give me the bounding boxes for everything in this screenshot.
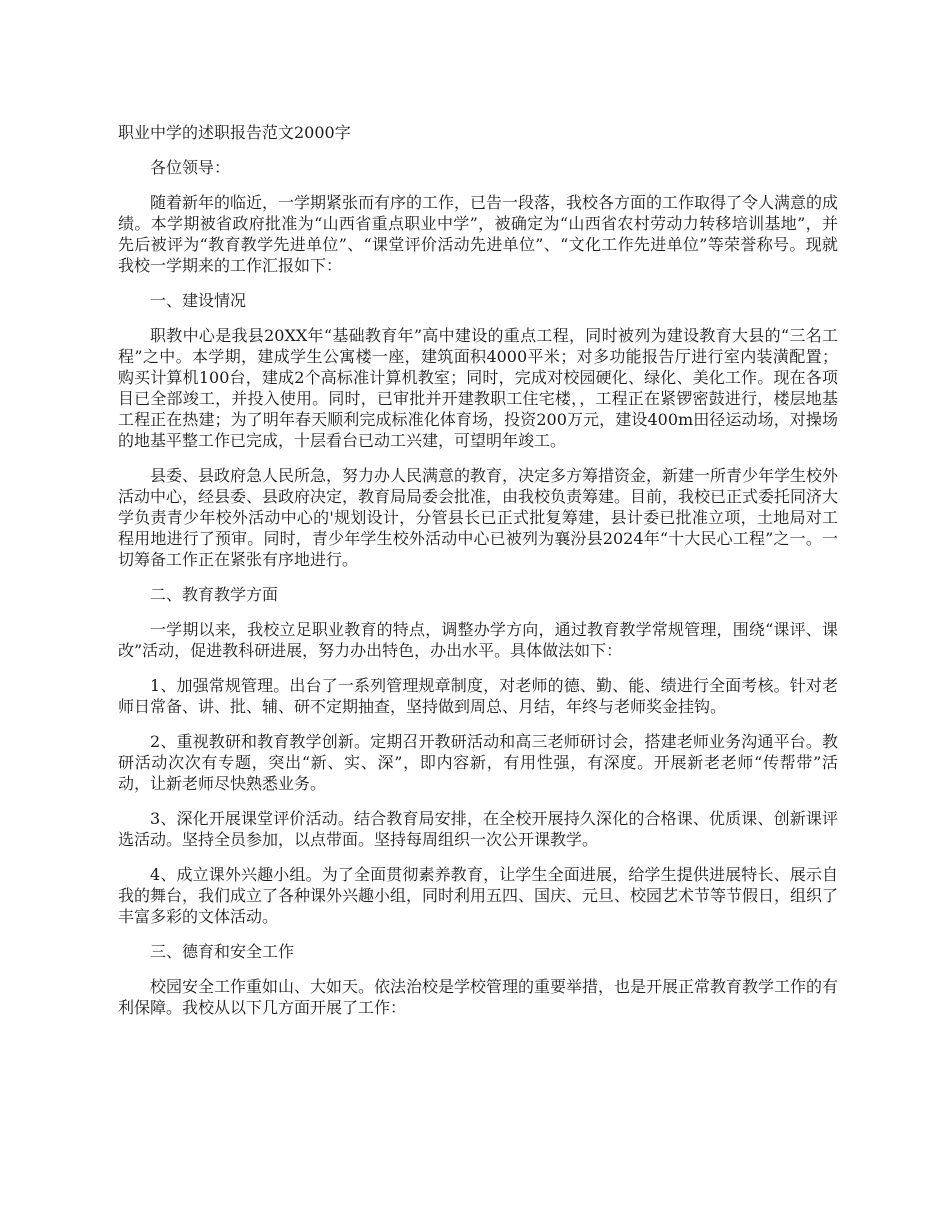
paragraph-item-4: 4、成立课外兴趣小组。为了全面贯彻素养教育，让学生全面进展，给学生提供进展特长、展示自我的舞台，我们成立了各种课外兴趣小组，同时利用五四、国庆、元旦、校园艺术节等节假日，组织了丰富多彩的文体活动。	[118, 865, 839, 926]
paragraph-activity-center: 县委、县政府急人民所急，努力办人民满意的教育，决定多方筹措资金，新建一所青少年学生校外活动中心，经县委、县政府决定，教育局局委会批准，由我校负责筹建。目前，我校已正式委托同济大学负责青少年校外活动中心的'规划设计，分管县长已正式批复筹建，县计委已批准立项，土地局对工程用地进行了预审。同时，青少年学生校外活动中心已被列为襄汾县2024年“十大民心工程”之一。一切筹备工作正在紧张有序地进行。	[118, 466, 839, 569]
greeting: 各位领导：	[150, 158, 231, 177]
paragraph-item-3: 3、深化开展课堂评价活动。结合教育局安排，在全校开展持久深化的合格课、优质课、创新课评选活动。坚持全员参加，以点带面。坚持每周组织一次公开课教学。	[118, 809, 838, 849]
document-title: 职业中学的述职报告范文2000字	[118, 123, 351, 142]
paragraph-teaching-intro: 一学期以来，我校立足职业教育的特点，调整办学方向，通过教育教学常规管理，围绕“课评、课改”活动，促进教科研进展，努力办出特色，办出水平。具体做法如下：	[118, 620, 838, 660]
paragraph-intro: 随着新年的临近，一学期紧张而有序的工作，已告一段落，我校各方面的工作取得了令人满意的成绩。本学期被省政府批准为“山西省重点职业中学”，被确定为“山西省农村劳动力转移培训基地”，并先后被评为“教育教学先进单位”、“课堂评价活动先进单位”、“文化工作先进单位”等荣誉称号。现就我校一学期来的工作汇报如下：	[118, 193, 839, 275]
paragraph-item-1: 1、加强常规管理。出台了一系列管理规章制度，对老师的德、勤、能、绩进行全面考核。针对老师日常备、讲、批、辅、研不定期抽查，坚持做到周总、月结，年终与老师奖金挂钩。	[118, 676, 838, 716]
paragraph-item-2: 2、重视教研和教育教学创新。定期召开教研活动和高三老师研讨会，搭建老师业务沟通平台。教研活动次次有专题，突出“新、实、深”，即内容新，有用性强，有深度。开展新老老师“传帮带”活动，让新老师尽快熟悉业务。	[118, 732, 838, 793]
paragraph-construction: 职教中心是我县20XX年“基础教育年”高中建设的重点工程，同时被列为建设教育大县的“三名工程”之中。本学期，建成学生公寓楼一座，建筑面积4000平米；对多功能报告厅进行室内装潢配置；购买计算机100台，建成2个高标准计算机教室；同时，完成对校园硬化、绿化、美化工作。现在各项目已全部竣工，并投入使用。同时，已审批并开建教职工住宅楼，，工程正在紧锣密鼓进行，楼层地基工程正在热建；为了明年春天顺利完成标准化体育场，投资200万元，建设400m田径运动场，对操场的地基平整工作已完成，十层看台已动工兴建，可望明年竣工。	[118, 326, 838, 450]
document-page	[118, 122, 838, 1032]
section-heading-safety: 三、德育和安全工作	[150, 942, 295, 961]
paragraph-safety: 校园安全工作重如山、大如天。依法治校是学校管理的重要举措，也是开展正常教育教学工作的有利保障。我校从以下几方面开展了工作：	[118, 977, 839, 1017]
section-heading-construction: 一、建设情况	[150, 291, 247, 310]
section-heading-teaching: 二、教育教学方面	[150, 585, 279, 604]
